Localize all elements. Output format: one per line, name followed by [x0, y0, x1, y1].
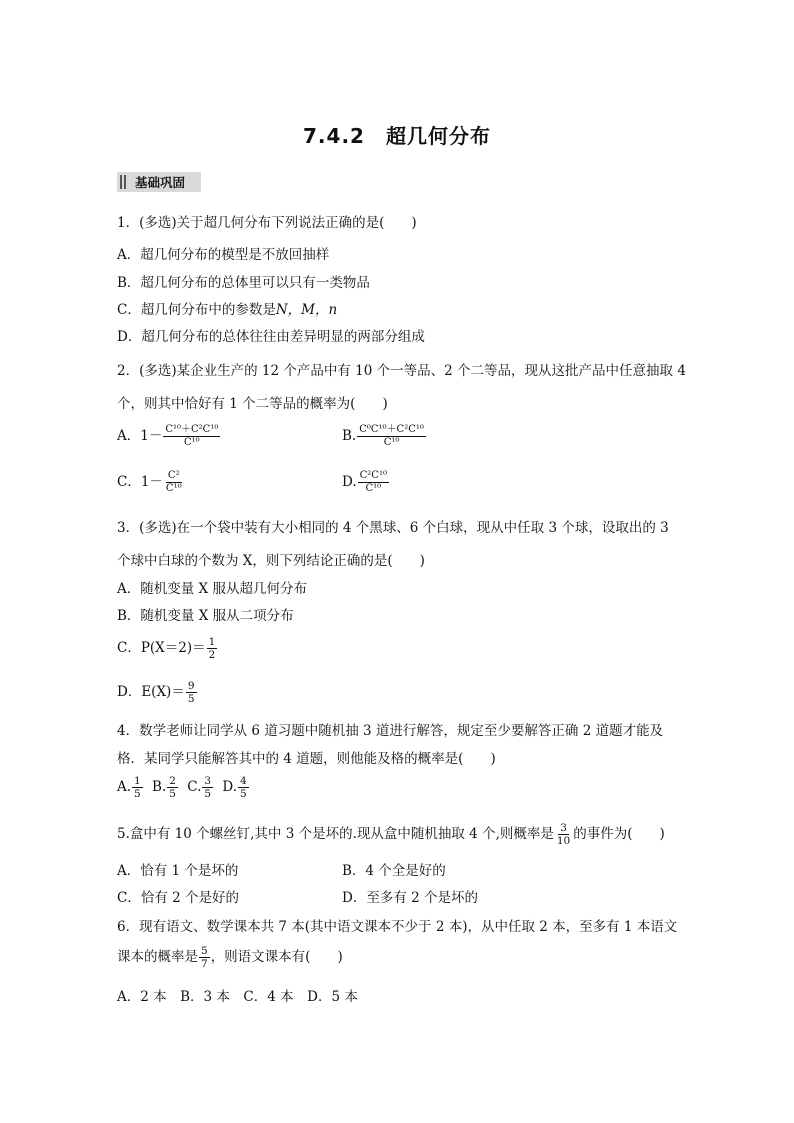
q2-option-d-fraction [358, 470, 389, 495]
q3-stem-line1: 3．(多选)在一个袋中装有大小相同的 4 个黑球、6 个白球，现从中任取 3 个球，设取出的 3 [117, 520, 669, 536]
q1-option-c [117, 301, 337, 319]
q2-option-a [117, 424, 221, 449]
q1-option-b: B．超几何分布的总体里可以只有一类物品 [117, 275, 370, 291]
fraction-numerator: 3 [204, 775, 212, 787]
fraction-denominator: 2 [208, 649, 216, 661]
fraction-denominator: 7 [201, 958, 208, 970]
q4-option-d: D. $\frac{4}{5}$ [222, 775, 247, 800]
q5-option-d: D．至多有 2 个是坏的 [342, 890, 478, 906]
fraction-denominator: 5 [204, 788, 212, 800]
section-header [117, 172, 201, 192]
q1-option-d: D．超几何分布的总体往往由差异明显的两部分组成 [117, 329, 425, 345]
q1-stem: 1．(多选)关于超几何分布下列说法正确的是( ) [117, 215, 417, 231]
q3-stem-line2: 个球中白球的个数为 X，则下列结论正确的是( ) [117, 553, 425, 569]
q2-option-b-fraction [357, 424, 426, 449]
fraction-numerator: C² [167, 470, 180, 481]
q6-stem-tail: ，则语文课本有( ) [210, 949, 343, 965]
q3-option-c-fraction [207, 636, 218, 661]
q4-option-a-fraction [132, 775, 143, 800]
q5-stem-fraction [555, 822, 572, 847]
q2-option-c [117, 470, 185, 495]
q2-stem-line1: 2．(多选)某企业生产的 12 个产品中有 10 个一等品、2 个二等品，现从这批产品中任意抽取 4 [117, 363, 686, 379]
q6-stem-line1: 6．现有语文、数学课本共 7 本(其中语文课本不少于 2 本)，从中任取 2 本，至多有 1 本语文 [117, 919, 678, 935]
q3-option-b: B．随机变量 X 服从二项分布 [117, 608, 294, 624]
q4-stem-line2: 格．某同学只能解答其中的 4 道题，则他能及格的概率是( ) [117, 751, 496, 767]
q1-option-c-params: N，M，n [275, 302, 338, 318]
q1-option-a: A．超几何分布的模型是不放回抽样 [117, 247, 330, 263]
q2-option-c-fraction [164, 470, 184, 495]
fraction-numerator: C²C¹⁰ [359, 470, 387, 481]
q6-stem-text: 课本的概率是 [117, 949, 198, 965]
q2-option-a-fraction [163, 424, 220, 449]
section-label: 基础巩固 [135, 175, 186, 190]
q5-option-a: A．恰有 1 个是坏的 [117, 863, 239, 879]
q4-option-c-fraction [202, 775, 213, 800]
q2-option-b-prefix: B. [342, 428, 357, 444]
q4-option-a: A. $\frac{1}{5}$ [117, 775, 141, 800]
q2-option-b [342, 424, 427, 449]
fraction-denominator: C¹⁰ [184, 437, 200, 448]
fraction-numerator: 2 [169, 775, 176, 787]
fraction-denominator: 10 [556, 835, 571, 847]
q4-option-b: B. $\frac{2}{5}$ [152, 775, 176, 800]
q4-options [117, 775, 250, 800]
q5-option-b: B．4 个全是好的 [342, 863, 446, 879]
q3-option-a: A．随机变量 X 服从超几何分布 [117, 581, 307, 597]
fraction-numerator: 5 [201, 945, 208, 957]
q6-stem-fraction [199, 945, 210, 970]
q2-option-d [342, 470, 390, 495]
fraction-numerator: C⁰C¹⁰＋C²C¹⁰ [359, 424, 424, 435]
q3-option-d [117, 680, 198, 705]
q5-stem [117, 822, 665, 847]
q1-option-c-text: C．超几何分布中的参数是 [117, 302, 276, 318]
fraction-denominator: C¹⁰ [383, 437, 400, 448]
q6-stem-line2 [117, 945, 343, 970]
q5-option-c: C．恰有 2 个是好的 [117, 890, 240, 906]
fraction-numerator: C¹⁰＋C²C¹⁰ [165, 424, 219, 435]
page-title: 7.4.2 超几何分布 [303, 124, 491, 148]
fraction-denominator: 5 [240, 788, 247, 800]
fraction-numerator: 1 [134, 775, 141, 787]
q3-option-c [117, 636, 218, 661]
q4-option-c: C. $\frac{3}{5}$ [187, 775, 212, 800]
fraction-denominator: C¹⁰ [165, 483, 182, 494]
q2-option-a-prefix: A．1－ [117, 428, 163, 444]
fraction-numerator: 4 [240, 775, 247, 787]
q3-option-d-prefix: D．E(X)＝ [117, 684, 185, 700]
q4-stem-line1: 4．数学老师让同学从 6 道习题中随机抽 3 道进行解答，规定至少要解答正确 2 道题才能及 [117, 723, 664, 739]
q5-stem-text: 5.盒中有 10 个螺丝钉,其中 3 个是坏的.现从盒中随机抽取 4 个,则概率是 [117, 826, 554, 842]
q3-option-c-prefix: C．P(X＝2)＝ [117, 640, 206, 656]
fraction-denominator: 5 [134, 788, 141, 800]
q2-option-c-prefix: C．1－ [117, 474, 163, 490]
q3-option-d-fraction [186, 680, 197, 705]
q2-option-d-prefix: D. [342, 474, 357, 490]
q5-stem-tail: 的事件为( ) [573, 826, 665, 842]
q4-option-b-fraction [167, 775, 178, 800]
section-bar-icon [120, 175, 128, 189]
fraction-denominator: C¹⁰ [365, 483, 382, 494]
q6-options: A．2 本 B．3 本 C．4 本 D．5 本 [117, 989, 358, 1005]
fraction-denominator: 5 [187, 693, 195, 705]
fraction-numerator: 9 [187, 680, 195, 692]
q2-stem-line2: 个，则其中恰好有 1 个二等品的概率为( ) [117, 396, 388, 412]
q4-option-d-fraction [238, 775, 249, 800]
fraction-numerator: 3 [560, 822, 567, 834]
fraction-numerator: 1 [208, 636, 216, 648]
fraction-denominator: 5 [169, 788, 176, 800]
